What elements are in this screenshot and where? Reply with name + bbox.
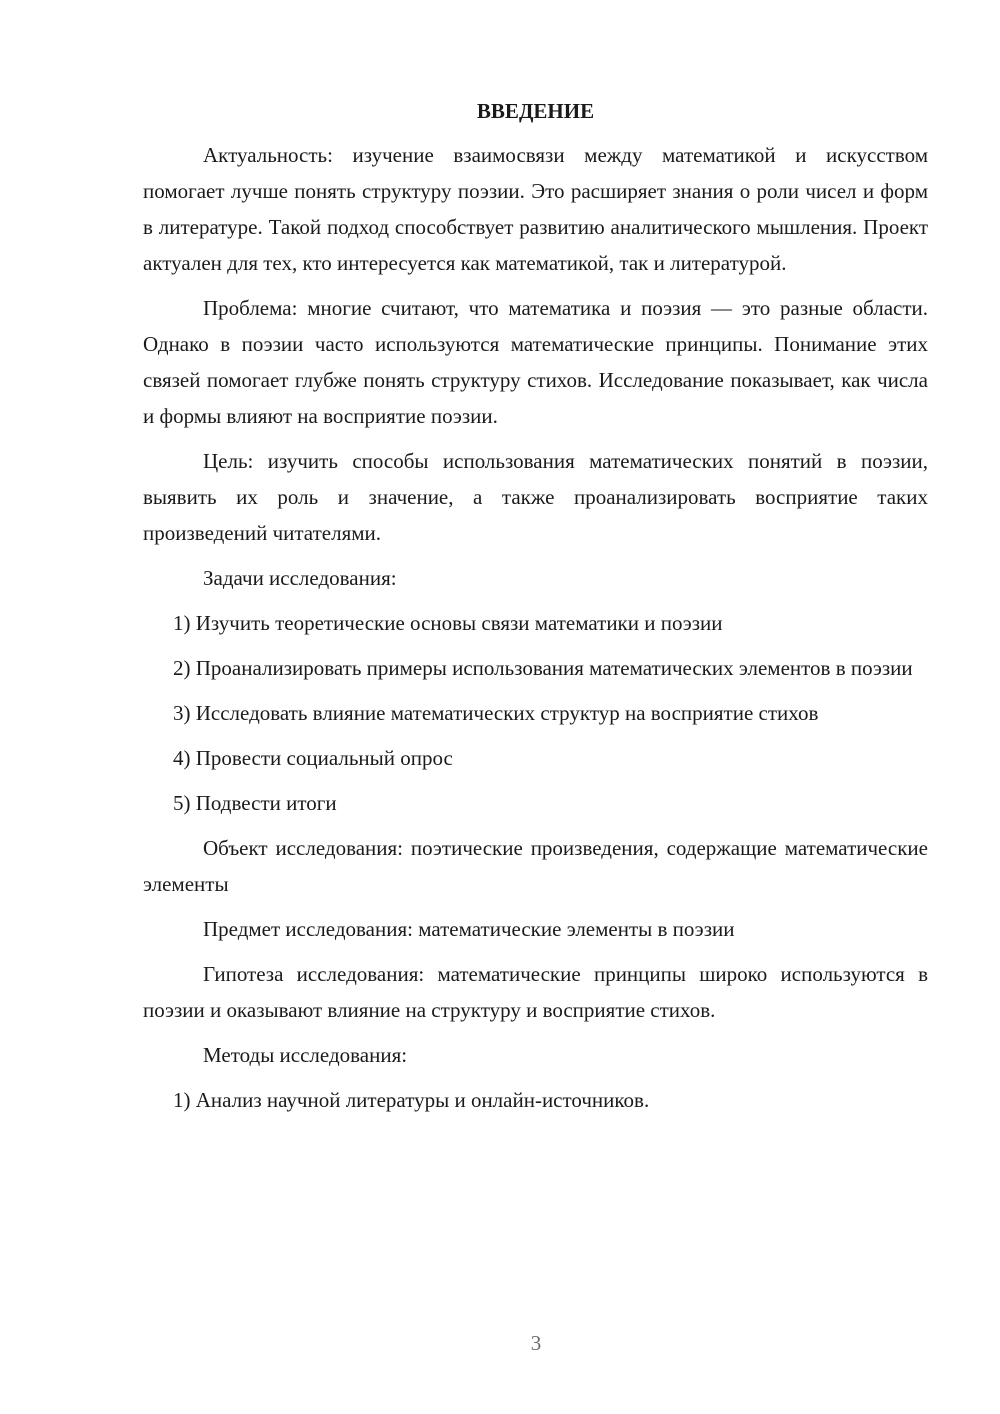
methods-title: Методы исследования: [203, 1043, 408, 1067]
task-item: 1) Изучить теоретические основы связи математики и поэзии [173, 611, 723, 635]
document-page [143, 95, 928, 1127]
task-item: 4) Провести социальный опрос [173, 746, 453, 770]
tasks-title: Задачи исследования: [203, 566, 397, 590]
section-heading: ВВЕДЕНИЕ [476, 99, 595, 123]
task-item: 5) Подвести итоги [173, 791, 337, 815]
task-item: 2) Проанализировать примеры использования математических элементов в поэзии [173, 656, 913, 680]
goal-paragraph: Цель: изучить способы использования математических понятий в поэзии, выявить их роль и значение, а также проанализировать восприятие таких произведений читателями. [143, 449, 928, 545]
hypothesis-paragraph: Гипотеза исследования: математические принципы широко используются в поэзии и оказывают влияние на структуру и восприятие стихов. [143, 962, 928, 1022]
relevance-paragraph: Актуальность: изучение взаимосвязи между математикой и искусством помогает лучше понять структуру поэзии. Это расширяет знания о роли чисел и форм в литературе. Такой подход способствует развитию аналитического мышления. Проект актуален для тех, кто интересуется как математикой, так и литературой. [143, 143, 928, 275]
problem-paragraph: Проблема: многие считают, что математика и поэзия — это разные области. Однако в поэзии часто используются математические принципы. Понимание этих связей помогает глубже понять структуру стихов. Исследование показывает, как числа и формы влияют на восприятие поэзии. [143, 296, 928, 428]
task-item: 3) Исследовать влияние математических структур на восприятие стихов [173, 701, 819, 725]
object-paragraph: Объект исследования: поэтические произведения, содержащие математические элементы [143, 836, 928, 896]
method-item: 1) Анализ научной литературы и онлайн-источников. [173, 1088, 650, 1112]
page-number: 3 [530, 1331, 542, 1355]
subject-paragraph: Предмет исследования: математические элементы в поэзии [203, 917, 735, 941]
